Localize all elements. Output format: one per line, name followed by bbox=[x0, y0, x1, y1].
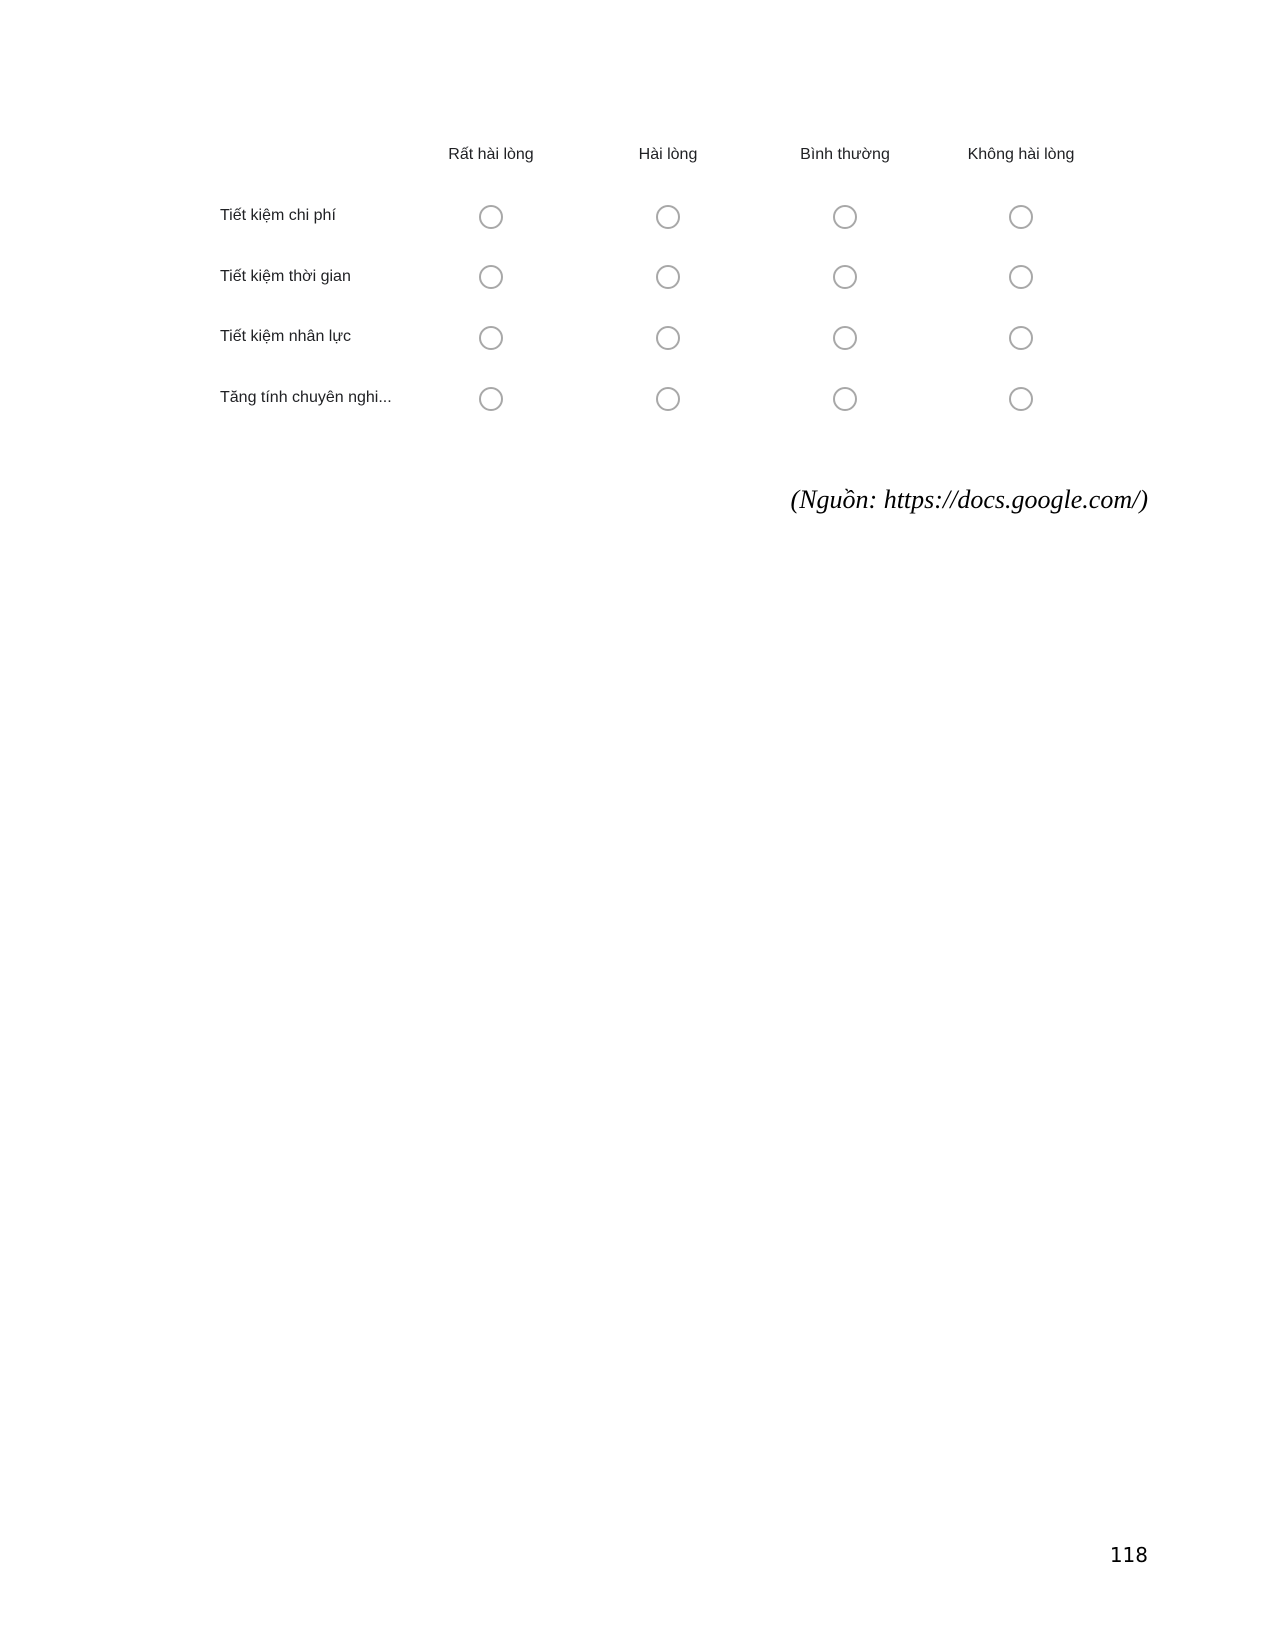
radio-chi-phi-khong-hai-long[interactable] bbox=[1009, 205, 1033, 229]
page-number: 118 bbox=[1109, 1543, 1148, 1567]
column-header-rat-hai-long: Rất hài lòng bbox=[448, 146, 534, 163]
radio-nhan-luc-rat-hai-long[interactable] bbox=[479, 326, 503, 350]
radio-chi-phi-rat-hai-long[interactable] bbox=[479, 205, 503, 229]
radio-nhan-luc-hai-long[interactable] bbox=[656, 326, 680, 350]
radio-chuyen-nghiep-rat-hai-long[interactable] bbox=[479, 387, 503, 411]
choice-grid bbox=[0, 0, 1275, 440]
radio-nhan-luc-khong-hai-long[interactable] bbox=[1009, 326, 1033, 350]
row-label-tiet-kiem-chi-phi: Tiết kiệm chi phí bbox=[220, 207, 336, 224]
column-header-khong-hai-long: Không hài lòng bbox=[967, 146, 1075, 163]
column-header-hai-long: Hài lòng bbox=[638, 146, 698, 163]
row-label-tiet-kiem-thoi-gian: Tiết kiệm thời gian bbox=[220, 268, 351, 285]
radio-thoi-gian-hai-long[interactable] bbox=[656, 265, 680, 289]
radio-nhan-luc-binh-thuong[interactable] bbox=[833, 326, 857, 350]
radio-chi-phi-binh-thuong[interactable] bbox=[833, 205, 857, 229]
radio-chuyen-nghiep-hai-long[interactable] bbox=[656, 387, 680, 411]
source-caption: (Nguồn: https://docs.google.com/) bbox=[790, 485, 1148, 514]
row-label-tiet-kiem-nhan-luc: Tiết kiệm nhân lực bbox=[220, 328, 352, 345]
column-header-binh-thuong: Bình thường bbox=[800, 146, 890, 163]
radio-thoi-gian-khong-hai-long[interactable] bbox=[1009, 265, 1033, 289]
row-label-tang-tinh-chuyen-nghiep: Tăng tính chuyên nghi... bbox=[220, 389, 392, 406]
radio-chuyen-nghiep-khong-hai-long[interactable] bbox=[1009, 387, 1033, 411]
radio-thoi-gian-rat-hai-long[interactable] bbox=[479, 265, 503, 289]
radio-chi-phi-hai-long[interactable] bbox=[656, 205, 680, 229]
radio-chuyen-nghiep-binh-thuong[interactable] bbox=[833, 387, 857, 411]
radio-thoi-gian-binh-thuong[interactable] bbox=[833, 265, 857, 289]
